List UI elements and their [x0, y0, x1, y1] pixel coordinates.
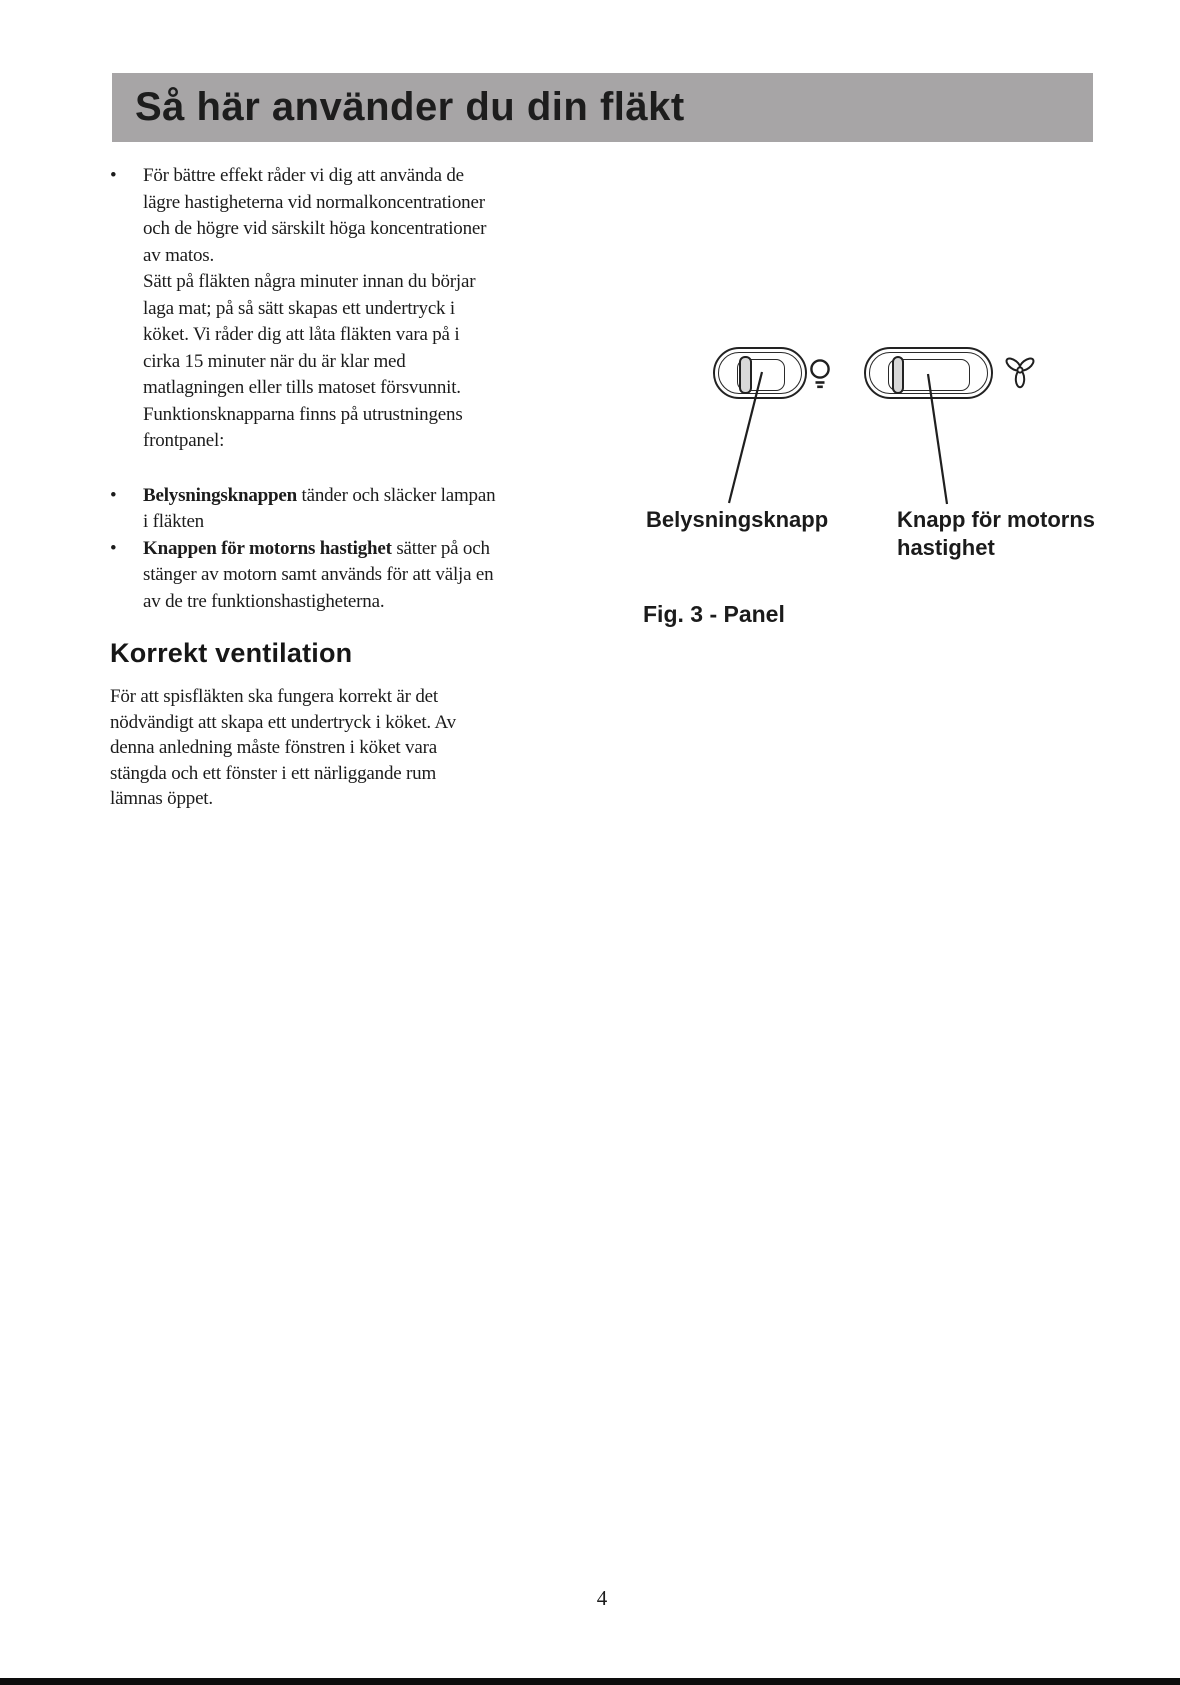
list-item: [110, 483, 590, 536]
bullet-marker: •: [110, 537, 117, 559]
page-number: 4: [596, 1586, 608, 1610]
text-line: laga mat; på så sätt skapas ett undertryck i: [143, 297, 455, 319]
text-line: frontpanel:: [143, 430, 225, 451]
list-item-text: [143, 483, 590, 536]
text-line: och de högre vid särskilt höga koncentrationer: [143, 218, 487, 239]
text-line: matlagningen eller tills matoset försvunnit.: [143, 377, 461, 398]
text-rest: sätter på och: [391, 537, 490, 559]
text-line: Funktionsknapparna finns på utrustningens: [143, 403, 463, 425]
light-switch-label: Belysningsknapp: [646, 507, 829, 532]
text-line: köket. Vi råder dig att låta fläkten vara på i: [143, 324, 460, 345]
body-text-column: [110, 163, 590, 615]
text-line: denna anledning måste fönstren i köket vara: [110, 737, 437, 758]
list-item: [110, 536, 590, 616]
text-line: För att spisfläkten ska fungera korrekt är det: [110, 686, 438, 707]
page-title: Så här använder du din fläkt: [135, 85, 685, 129]
bullet-marker: •: [110, 484, 117, 506]
section-paragraph: [110, 684, 590, 812]
text-line: För bättre effekt råder vi dig att använda de: [143, 165, 464, 186]
figure-caption: Fig. 3 - Panel: [643, 601, 785, 627]
text-line: lämnas öppet.: [110, 788, 213, 809]
text-rest: tänder och släcker lampan: [296, 484, 496, 506]
bold-lead: Knappen för motorns hastighet: [143, 537, 392, 559]
slider-knob: [739, 356, 752, 394]
bold-lead: Belysningsknappen: [143, 484, 297, 506]
bullet-marker: •: [110, 165, 117, 186]
light-bulb-icon: [808, 358, 832, 392]
text-line: stänger av motorn samt används för att välja en: [143, 564, 494, 585]
text-line: av de tre funktionshastigheterna.: [143, 590, 385, 612]
text-line: nödvändigt att skapa ett undertryck i köket. Av: [110, 711, 456, 733]
motor-label-line2: hastighet: [897, 535, 995, 560]
section-heading: Korrekt ventilation: [110, 638, 353, 668]
text-line: [143, 536, 590, 563]
text-line: Sätt på fläkten några minuter innan du börjar: [143, 271, 476, 292]
list-item-text: [143, 163, 590, 455]
fan-icon: [1002, 355, 1038, 389]
spacer: [110, 455, 590, 483]
text-line: lägre hastigheterna vid normalkoncentrationer: [143, 191, 485, 213]
text-line: cirka 15 minuter när du är klar med: [143, 350, 406, 372]
text-line: i fläkten: [143, 511, 204, 532]
motor-switch-graphic: [864, 347, 993, 399]
bottom-rule: [0, 1678, 1180, 1685]
list-item: [110, 163, 590, 455]
text-line: [143, 483, 590, 510]
motor-label-line1: Knapp för motorns: [897, 507, 1095, 532]
list-item-text: [143, 536, 590, 616]
motor-switch-label: [897, 506, 1095, 562]
slider-knob: [892, 356, 904, 394]
light-switch-graphic: [713, 347, 807, 399]
text-line: stängda och ett fönster i ett närliggande rum: [110, 762, 437, 784]
header-bar: [112, 73, 1093, 142]
text-line: av matos.: [143, 244, 215, 266]
